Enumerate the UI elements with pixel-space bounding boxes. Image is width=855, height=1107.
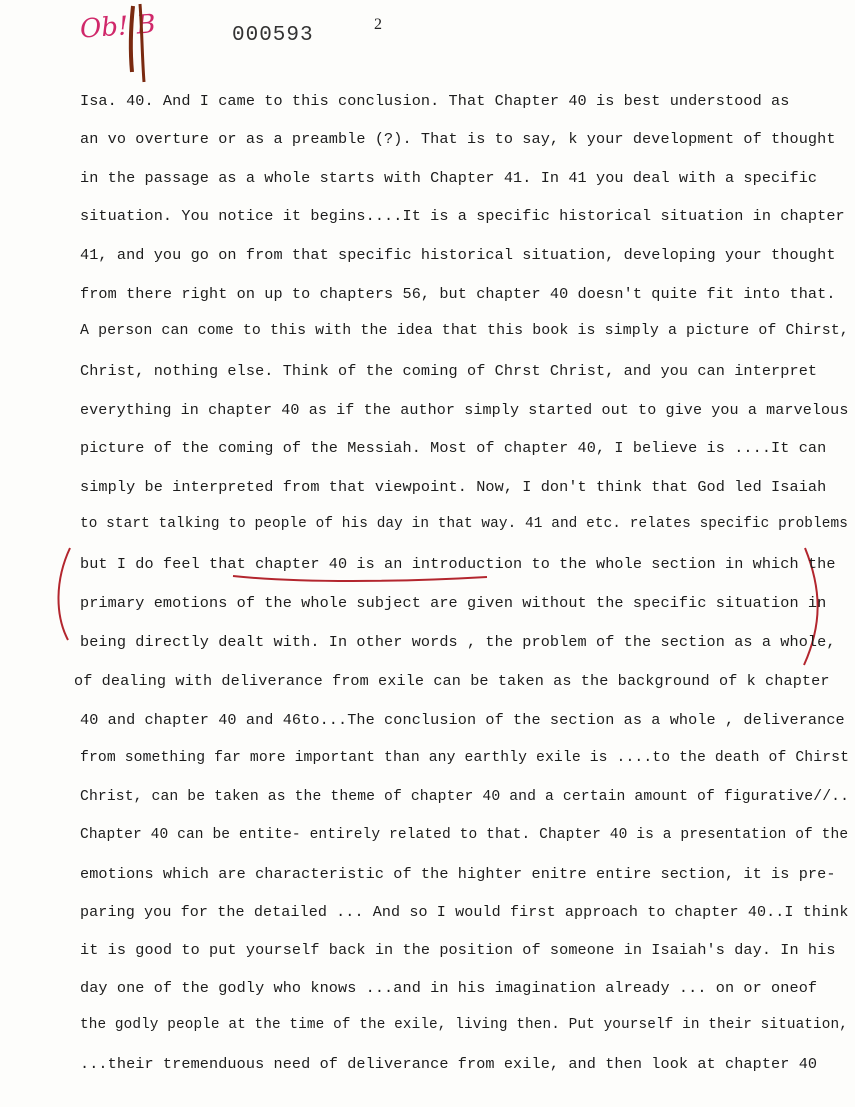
text-line: it is good to put yourself back in the position of someone in Isaiah's day. In his [80,941,836,959]
text-line: Christ, nothing else. Think of the coming of Chrst Christ, and you can interpret [80,362,818,380]
text-line: in the passage as a whole starts with Chapter 41. In 41 you deal with a specific [80,169,818,187]
text-line: everything in chapter 40 as if the author simply started out to give you a marvelous [80,401,849,419]
text-line: the godly people at the time of the exile, living then. Put yourself in their situation, [80,1017,848,1033]
text-line: from something far more important than any earthly exile is ....to the death of Chirst [80,750,850,766]
text-line: emotions which are characteristic of the highter enitre entire section, it is pre- [80,865,836,883]
text-line: paring you for the detailed ... And so I would first approach to chapter 40..I think [80,903,849,921]
text-line: to start talking to people of his day in that way. 41 and etc. relates specific problems [80,516,848,532]
text-line: ...their tremenduous need of deliverance from exile, and then look at chapter 40 [80,1055,818,1073]
red-underline [233,576,487,581]
text-line: an vo overture or as a preamble (?). That is to say, k your development of thought [80,130,836,148]
text-line: Christ, can be taken as the theme of chapter 40 and a certain amount of figurative//.. [80,789,850,805]
text-line: but I do feel that chapter 40 is an introduction to the whole section in which the [80,555,836,573]
text-line: primary emotions of the whole subject are given without the specific situation in [80,594,827,612]
ink-stroke-left [131,6,133,72]
text-line: day one of the godly who knows ...and in his imagination already ... on or oneof [80,979,818,997]
red-bracket-left [58,548,70,640]
text-line: being directly dealt with. In other words , the problem of the section as a whole, [80,633,836,651]
document-id: 000593 [232,24,314,47]
text-line: Isa. 40. And I came to this conclusion. That Chapter 40 is best understood as [80,92,790,110]
ink-stroke-right [140,4,144,82]
text-line: simply be interpreted from that viewpoint. Now, I don't think that God led Isaiah [80,478,827,496]
handwritten-note: Ob! B [79,9,157,45]
text-line: 40 and chapter 40 and 46to...The conclusion of the section as a whole , deliverance [80,711,845,729]
text-line: A person can come to this with the idea that this book is simply a picture of Chirst, [80,323,849,339]
text-line: 41, and you go on from that specific historical situation, developing your thought [80,246,836,264]
page-number: 2 [374,16,382,33]
text-line: picture of the coming of the Messiah. Most of chapter 40, I believe is ....It can [80,439,827,457]
text-line: of dealing with deliverance from exile can be taken as the background of k chapter [74,672,830,690]
text-line: Chapter 40 can be entite- entirely related to that. Chapter 40 is a presentation of the [80,827,849,843]
text-line: from there right on up to chapters 56, but chapter 40 doesn't quite fit into that. [80,285,836,303]
text-line: situation. You notice it begins....It is a specific historical situation in chapter [80,207,845,225]
